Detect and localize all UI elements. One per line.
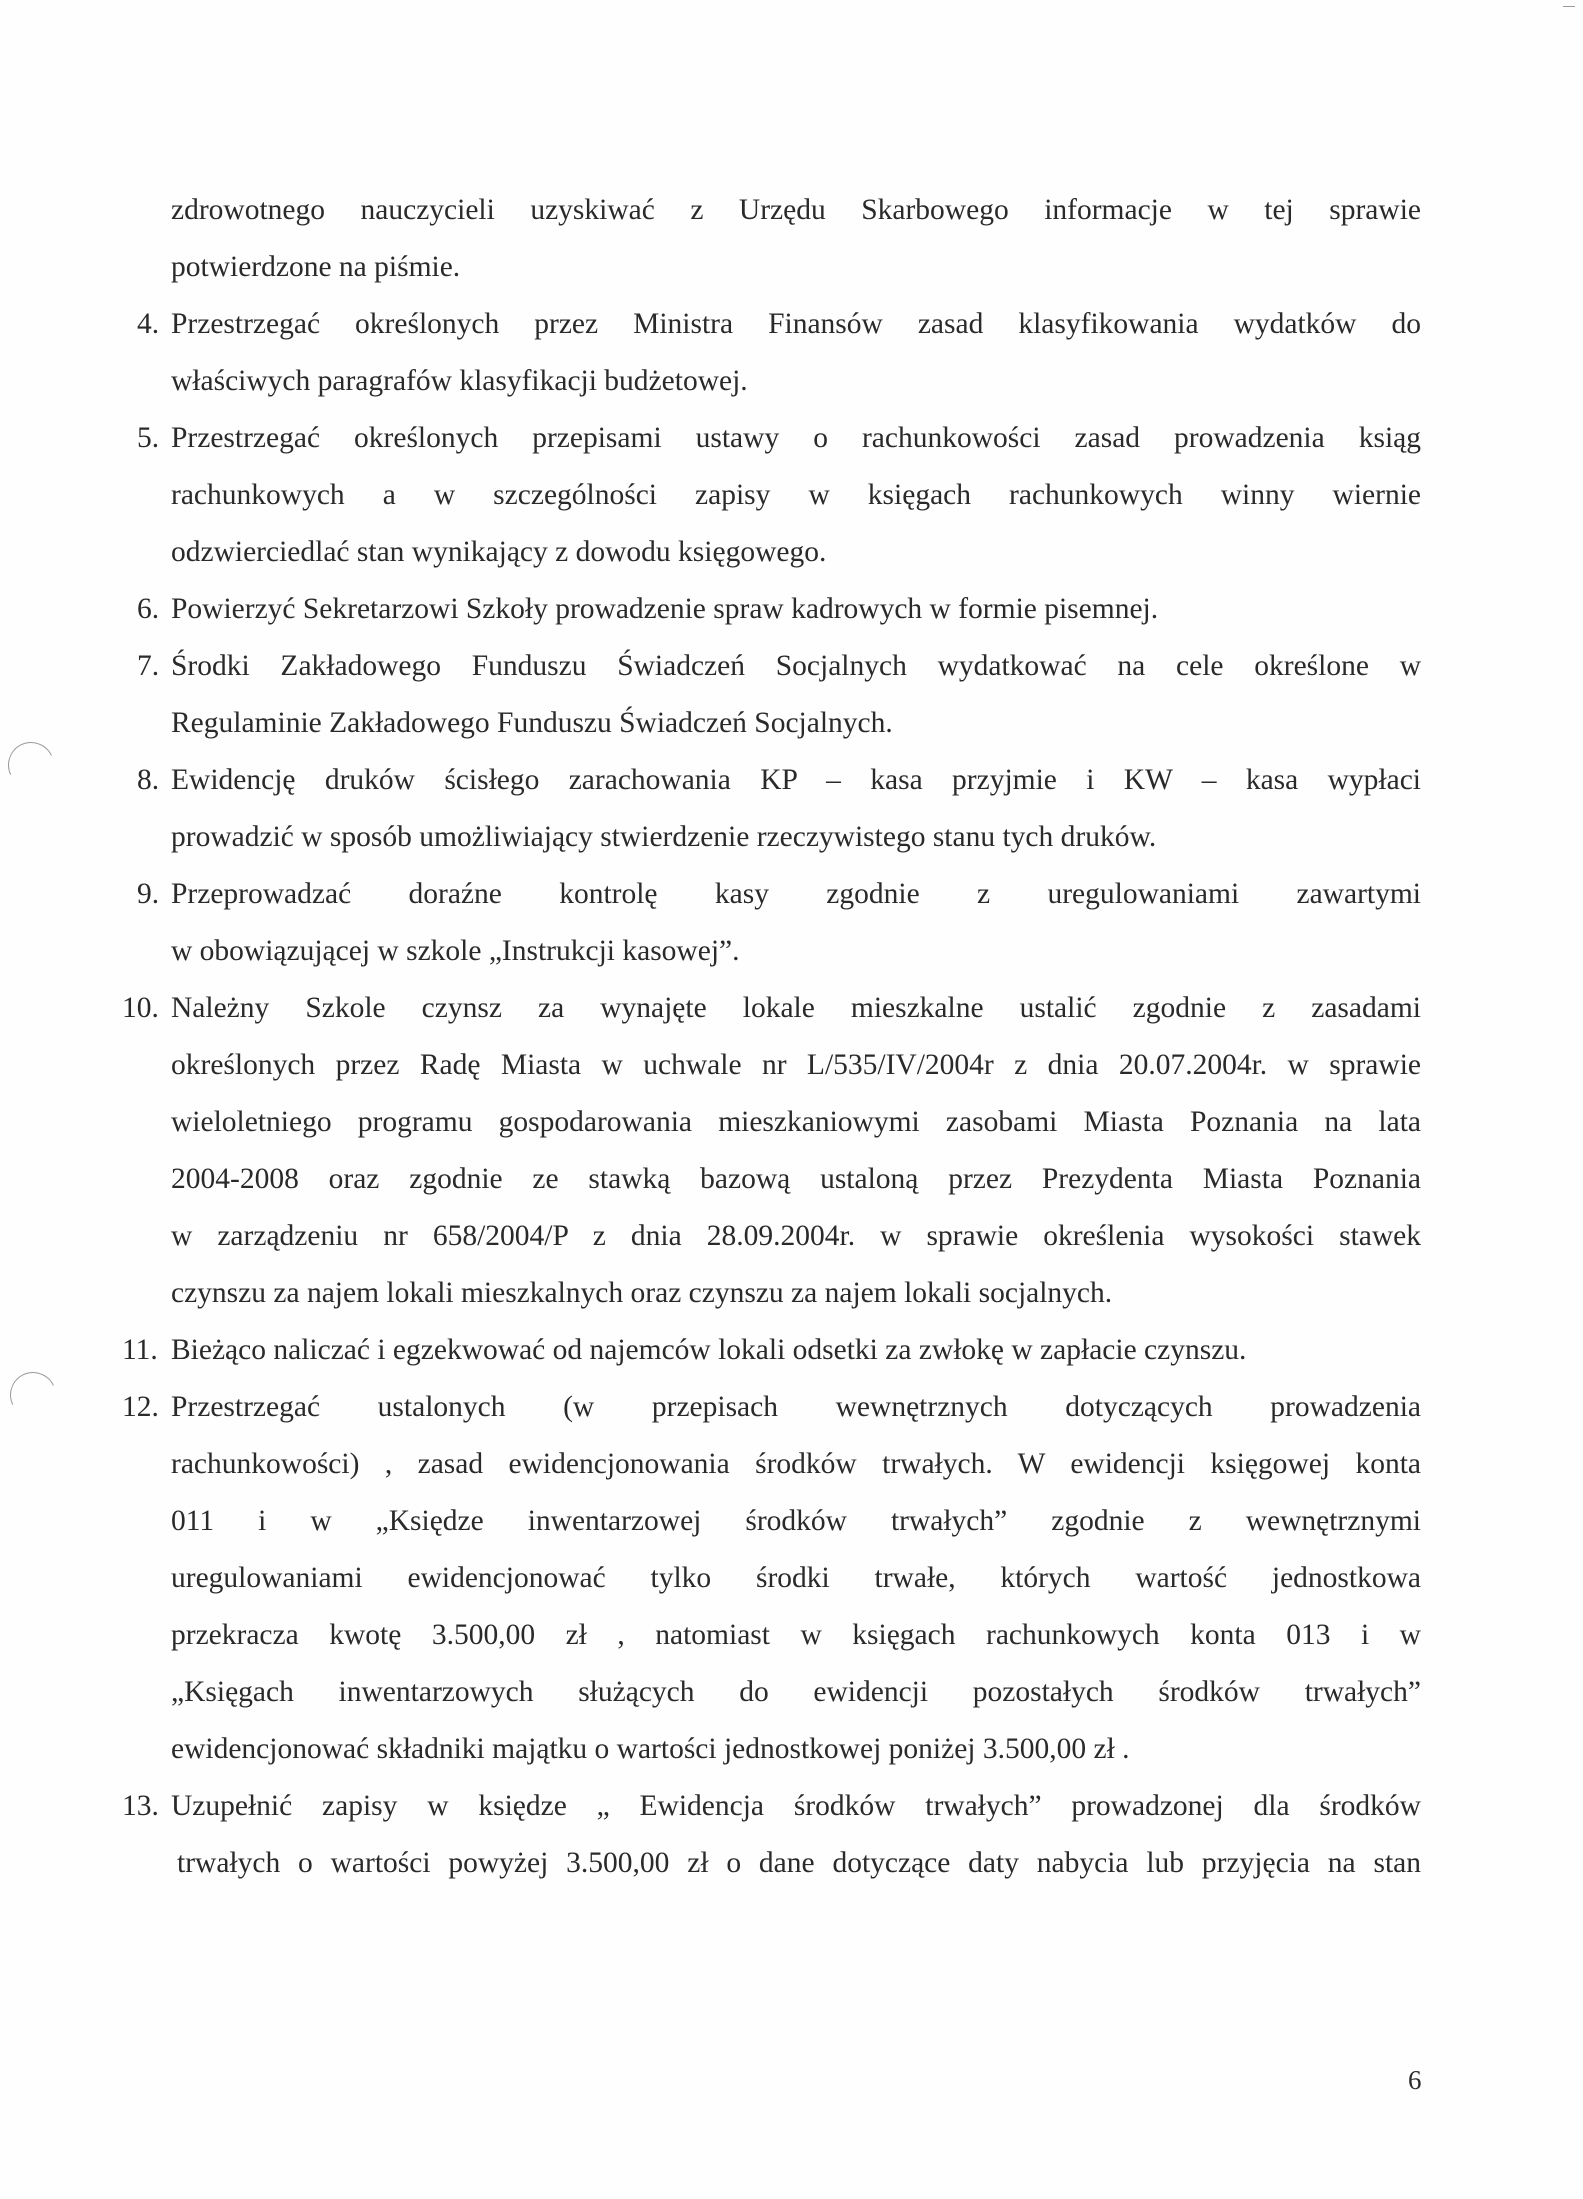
text-line: Powierzyć Sekretarzowi Szkoły prowadzenie spraw kadrowych w formie pisemnej. [171,593,1159,625]
text-line: Środki Zakładowego Funduszu Świadczeń Socjalnych wydatkować na cele określone w [171,650,1421,682]
text-line: przekracza kwotę 3.500,00 zł , natomiast w księgach rachunkowych konta 013 i w [171,1619,1421,1651]
text-line: zdrowotnego nauczycieli uzyskiwać z Urzędu Skarbowego informacje w tej sprawie [171,194,1421,226]
list-number: 4. [137,308,160,340]
list-number: 8. [137,764,160,796]
text-line: potwierdzone na piśmie. [171,251,461,283]
list-number: 10. [122,992,159,1024]
list-number: 11. [122,1334,158,1366]
text-line: Przeprowadzać doraźne kontrolę kasy zgodnie z uregulowaniami zawartymi [171,878,1421,910]
text-line: Regulaminie Zakładowego Funduszu Świadczeń Socjalnych. [171,707,893,739]
text-line: określonych przez Radę Miasta w uchwale nr L/535/IV/2004r z dnia 20.07.2004r. w sprawie [171,1049,1421,1081]
text-line: Przestrzegać ustalonych (w przepisach wewnętrznych dotyczących prowadzenia [171,1391,1421,1423]
text-line: Bieżąco naliczać i egzekwować od najemców lokali odsetki za zwłokę w zapłacie czynszu. [171,1334,1247,1366]
page-number: 6 [1408,2065,1422,2095]
text-line: w obowiązującej w szkole „Instrukcji kasowej”. [171,935,740,967]
list-number: 7. [137,650,160,682]
text-line: ewidencjonować składniki majątku o wartości jednostkowej poniżej 3.500,00 zł . [171,1733,1130,1765]
text-line: Przestrzegać określonych przez Ministra Finansów zasad klasyfikowania wydatków do [171,308,1421,340]
text-line: odzwierciedlać stan wynikający z dowodu księgowego. [171,536,827,568]
punch-hole-mark [2,736,61,795]
text-line: wieloletniego programu gospodarowania mieszkaniowymi zasobami Miasta Poznania na lata [171,1106,1421,1138]
text-line: 011 i w „Księdze inwentarzowej środków trwałych” zgodnie z wewnętrznymi [171,1505,1421,1537]
punch-hole-mark [4,1366,63,1425]
text-line: prowadzić w sposób umożliwiający stwierdzenie rzeczywistego stanu tych druków. [171,821,1157,853]
text-line: Ewidencję druków ścisłego zarachowania KP – kasa przyjmie i KW – kasa wypłaci [171,764,1421,796]
list-number: 9. [137,878,160,910]
text-line: właściwych paragrafów klasyfikacji budżetowej. [171,365,748,397]
list-number: 5. [137,422,160,454]
text-line: czynszu za najem lokali mieszkalnych oraz czynszu za najem lokali socjalnych. [171,1277,1113,1309]
text-line: rachunkowych a w szczególności zapisy w księgach rachunkowych winny wiernie [171,479,1421,511]
text-line: 2004-2008 oraz zgodnie ze stawką bazową ustaloną przez Prezydenta Miasta Poznania [171,1163,1421,1195]
text-line: uregulowaniami ewidencjonować tylko środki trwałe, których wartość jednostkowa [171,1562,1421,1594]
text-line: Należny Szkole czynsz za wynajęte lokale mieszkalne ustalić zgodnie z zasadami [171,992,1421,1024]
list-number: 12. [122,1391,159,1423]
text-line: Uzupełnić zapisy w księdze „ Ewidencja środków trwałych” prowadzonej dla środków [171,1790,1421,1822]
list-number: 6. [137,593,160,625]
scan-artifact [1563,6,1575,7]
text-line: Przestrzegać określonych przepisami ustawy o rachunkowości zasad prowadzenia ksiąg [171,422,1421,454]
text-line: „Księgach inwentarzowych służących do ewidencji pozostałych środków trwałych” [171,1676,1421,1708]
text-line: rachunkowości) , zasad ewidencjonowania środków trwałych. W ewidencji księgowej konta [171,1448,1421,1480]
text-line: w zarządzeniu nr 658/2004/P z dnia 28.09.2004r. w sprawie określenia wysokości stawek [171,1220,1421,1252]
text-line: trwałych o wartości powyżej 3.500,00 zł o dane dotyczące daty nabycia lub przyjęcia na stan [177,1847,1421,1879]
list-number: 13. [122,1790,159,1822]
